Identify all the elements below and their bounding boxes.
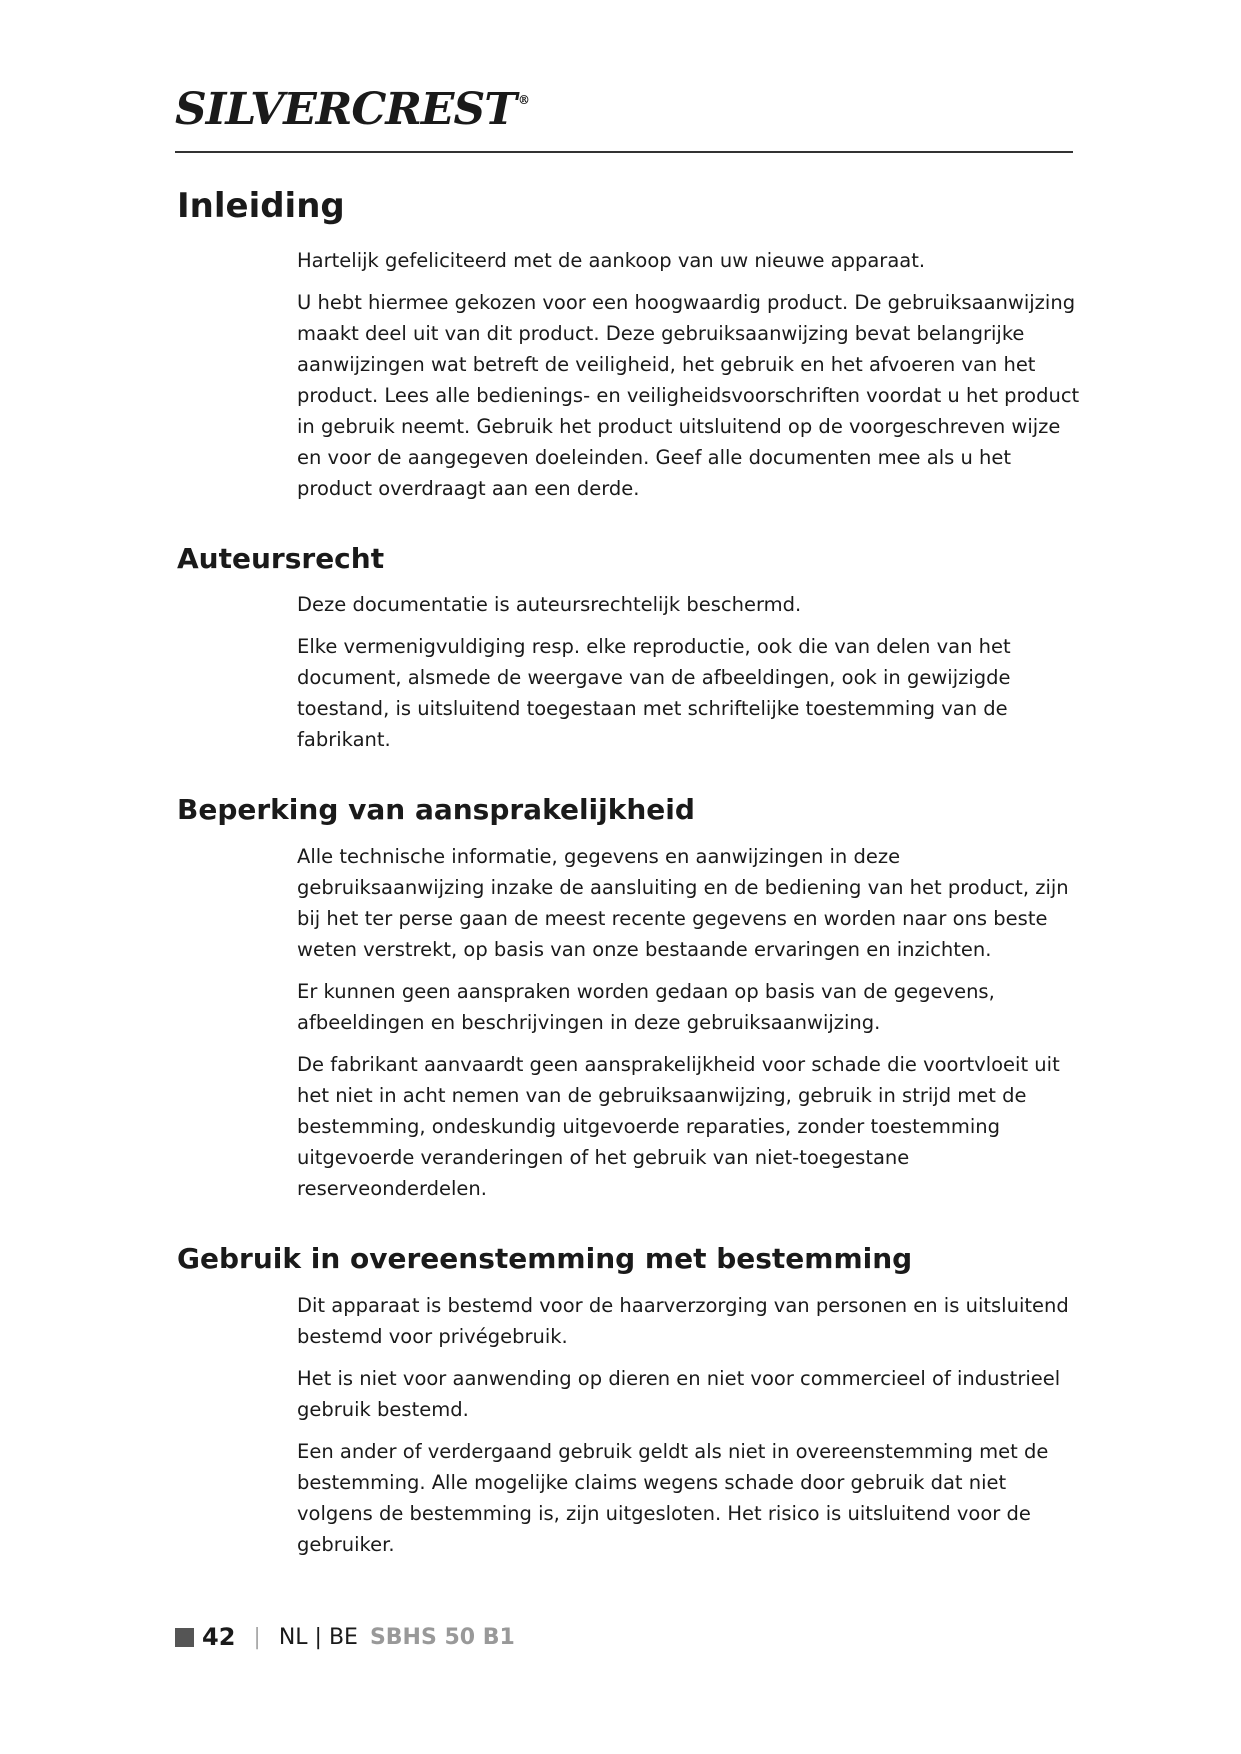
paragraph: Elke vermenigvuldiging resp. elke reproductie, ook die van delen van het document, alsmede de weergave van de afbeeldingen, ook in gewijzigde toestand, is uitsluitend toegestaan met schriftelijke toestemming van de fabrikant. [297, 635, 1011, 752]
section-bestemming [177, 1242, 1077, 1560]
footer-separator: | [253, 1624, 261, 1650]
section-inleiding [177, 186, 1080, 504]
footer-square-icon [175, 1628, 194, 1647]
section-auteursrecht [177, 542, 1077, 756]
paragraph: U hebt hiermee gekozen voor een hoogwaardig product. De gebruiksaanwijzing maakt deel uit van dit product. Deze gebruiksaanwijzing bevat belangrijke aanwijzingen wat betreft de veiligheid, het gebruik en het afvoeren van het product. Lees alle bedienings- en veiligheidsvoorschriften voordat u het product in gebruik neemt. Gebruik het product uitsluitend op de voorgeschreven wijze en voor de aangegeven doeleinden. Geef alle documenten mee als u het product overdraagt aan een derde. [297, 290, 1080, 500]
registered-mark: ® [517, 93, 529, 107]
footer-language: NL | BE [278, 1624, 358, 1650]
header-rule [175, 151, 1073, 153]
page-number: 42 [202, 1623, 236, 1651]
paragraph: Hartelijk gefeliciteerd met de aankoop van uw nieuwe apparaat. [297, 248, 926, 272]
paragraph: Er kunnen geen aanspraken worden gedaan op basis van de gegevens, afbeeldingen en beschrijvingen in deze gebruiksaanwijzing. [297, 979, 995, 1034]
section-title: Gebruik in overeenstemming met bestemming [177, 1241, 913, 1275]
paragraph: Deze documentatie is auteursrechtelijk beschermd. [297, 593, 802, 617]
paragraph: Een ander of verdergaand gebruik geldt als niet in overeenstemming met de bestemming. Alle mogelijke claims wegens schade door gebruik dat niet volgens de bestemming is, zijn uitgesloten. Het risico is uitsluitend voor de gebruiker. [297, 1439, 1049, 1556]
paragraph: Dit apparaat is bestemd voor de haarverzorging van personen en is uitsluitend bestemd voor privégebruik. [297, 1293, 1069, 1348]
paragraph: De fabrikant aanvaardt geen aansprakelijkheid voor schade die voortvloeit uit het niet in acht nemen van de gebruiksaanwijzing, gebruik in strijd met de bestemming, ondeskundig uitgevoerde reparaties, zonder toestemming uitgevoerde veranderingen of het gebruik van niet-toegestane reserveonderdelen. [297, 1052, 1060, 1200]
brand-name: SILVERCREST [175, 84, 516, 135]
paragraph: Het is niet voor aanwending op dieren en niet voor commercieel of industrieel gebruik bestemd. [297, 1366, 1061, 1421]
section-aansprakelijkheid [177, 793, 1077, 1204]
section-title: Inleiding [177, 186, 345, 226]
brand-logo [175, 84, 529, 135]
page-footer [175, 1623, 515, 1651]
section-title: Auteursrecht [177, 541, 385, 575]
section-title: Beperking van aansprakelijkheid [177, 793, 695, 827]
document-body [177, 186, 1080, 1571]
paragraph: Alle technische informatie, gegevens en aanwijzingen in deze gebruiksaanwijzing inzake de aansluiting en de bediening van het product, zijn bij het ter perse gaan de meest recente gegevens en worden naar ons beste weten verstrekt, op basis van onze bestaande ervaringen en inzichten. [297, 844, 1069, 961]
footer-model: SBHS 50 B1 [369, 1624, 515, 1650]
